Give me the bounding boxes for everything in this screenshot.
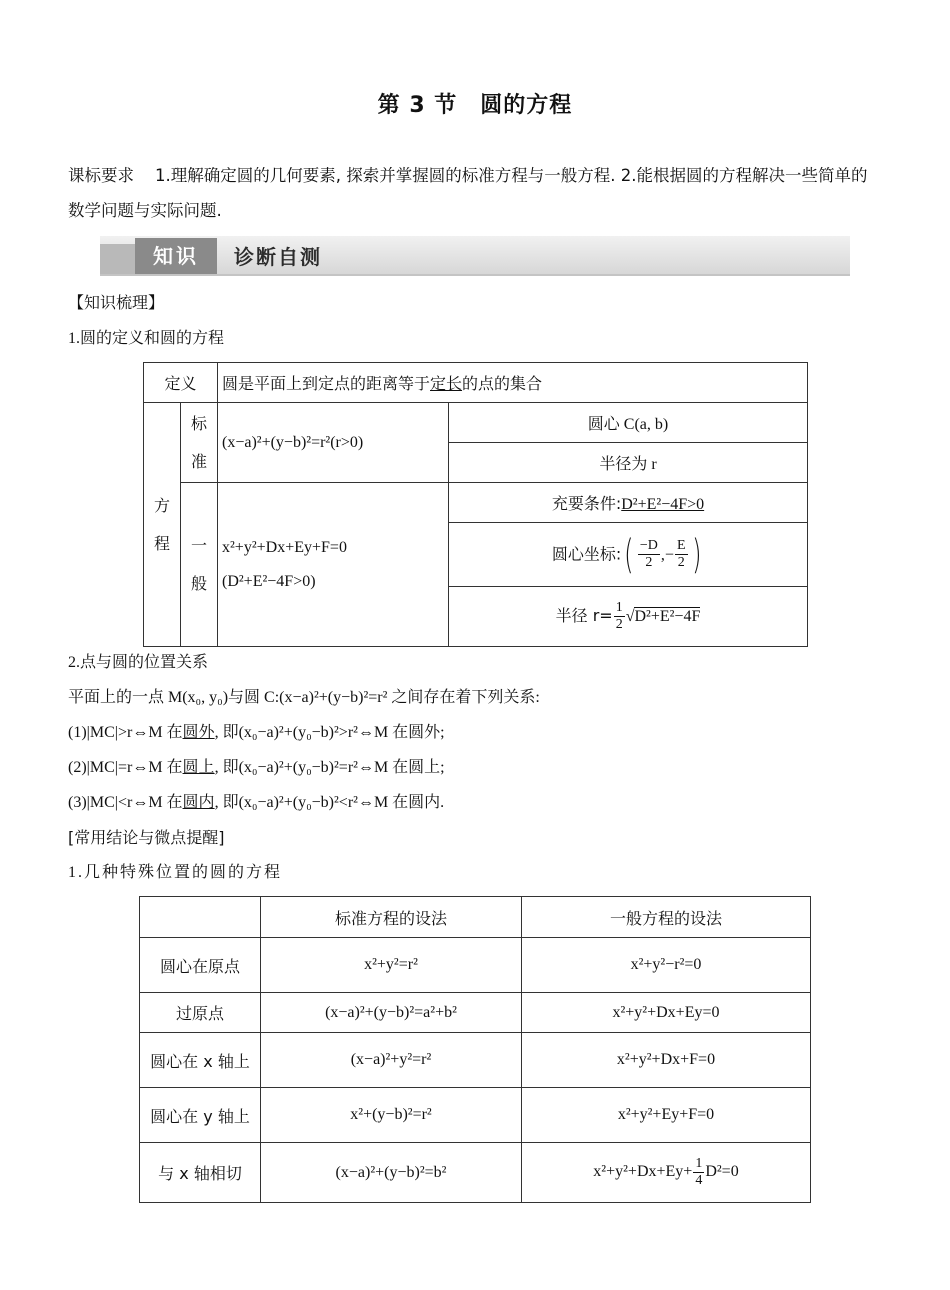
general-requirement: 充要条件:D²+E²−4F>0 <box>449 483 808 523</box>
section-banner <box>100 236 850 276</box>
general-center: 圆心坐标:( $\frac{-D}{2}$ ,− $\frac{E}{2}$ ) <box>449 523 808 587</box>
requirements-label: 课标要求 <box>68 166 134 185</box>
page-title: 第 3 节 圆的方程 <box>377 93 573 118</box>
quarter-fraction: $\frac{1}{4}$ <box>695 1156 703 1188</box>
row-standard: x²+(y−b)²=r² <box>261 1088 522 1143</box>
relation-inside: (3)|MC|<r⇔M 在圆内, 即(x₀−a)²+(y₀−b)²<r²⇔M 在圆内. <box>68 794 445 811</box>
relation-outside: (1)|MC|>r⇔M 在圆外, 即(x₀−a)²+(y₀−b)²>r²⇔M 在圆外; <box>68 724 445 741</box>
circle-equation-table <box>143 362 808 647</box>
tips-item-1: 1.几种特殊位置的圆的方程 <box>68 864 283 881</box>
radius-fraction: $\frac{1}{2}$ <box>615 600 623 632</box>
general-equation: x²+y²+Dx+Ey+F=0 (D²+E²−4F>0) <box>218 483 449 647</box>
knowledge-item-2: 2.点与圆的位置关系 <box>68 654 209 671</box>
tips-heading: [常用结论与微点提醒] <box>68 828 225 847</box>
row-general: x²+y²+Dx+F=0 <box>522 1033 811 1088</box>
course-requirements <box>68 158 883 228</box>
row-label: 圆心在原点 <box>140 938 261 993</box>
row-general: x²+y²+Ey+F=0 <box>522 1088 811 1143</box>
banner-tag: 知识 <box>135 238 217 274</box>
center-y-fraction: $\frac{E}{2}$ <box>676 538 686 570</box>
table-row <box>140 1088 811 1143</box>
row-label: 过原点 <box>140 993 261 1033</box>
general-radius: 半径 r= $\frac{1}{2}$ √D²+E²−4F <box>449 587 808 647</box>
table-row <box>140 1143 811 1203</box>
row-label: 与 x 轴相切 <box>140 1143 261 1203</box>
banner-shade <box>100 244 138 274</box>
row-label: 圆心在 y 轴上 <box>140 1088 261 1143</box>
row-standard: x²+y²=r² <box>261 938 522 993</box>
knowledge-item-1: 1.圆的定义和圆的方程 <box>68 330 225 347</box>
right-paren: ) <box>691 531 701 578</box>
table-row <box>140 993 811 1033</box>
table-row <box>140 938 811 993</box>
requirements-text: 1.理解确定圆的几何要素, 探索并掌握圆的标准方程与一般方程. 2.能根据圆的方程解决一些简单的数学问题与实际问题. <box>68 166 868 220</box>
banner-text: 诊断自测 <box>234 245 322 269</box>
definition-text: 圆是平面上到定点的距离等于定长的点的集合 <box>218 363 808 403</box>
knowledge-heading: 【知识梳理】 <box>68 293 165 312</box>
row-standard: (x−a)²+(y−b)²=b² <box>261 1143 522 1203</box>
general-label: 一 般 <box>181 483 218 647</box>
row-general: x²+y²+Dx+Ey=0 <box>522 993 811 1033</box>
standard-radius: 半径为 r <box>449 443 808 483</box>
row-standard: (x−a)²+(y−b)²=a²+b² <box>261 993 522 1033</box>
sqrt-icon: √ <box>625 608 635 625</box>
definition-label: 定义 <box>144 363 218 403</box>
row-label: 圆心在 x 轴上 <box>140 1033 261 1088</box>
equation-label: 方 程 <box>144 403 181 647</box>
header-empty <box>140 897 261 938</box>
special-circle-table <box>139 896 811 1203</box>
left-paren: ( <box>624 531 634 578</box>
standard-equation: (x−a)²+(y−b)²=r²(r>0) <box>218 403 449 483</box>
row-general: x²+y²−r²=0 <box>522 938 811 993</box>
header-general: 一般方程的设法 <box>522 897 811 938</box>
header-standard: 标准方程的设法 <box>261 897 522 938</box>
row-general: x²+y²+Dx+Ey+ $\frac{1}{4}$ D²=0 <box>522 1143 811 1203</box>
relation-intro: 平面上的一点 M(x₀, y₀)与圆 C:(x−a)²+(y−b)²=r² 之间存在着下列关系: <box>68 689 540 706</box>
radius-expression: D²+E²−4F <box>634 608 701 625</box>
table-row <box>140 1033 811 1088</box>
standard-center: 圆心 C(a, b) <box>449 403 808 443</box>
relation-on: (2)|MC|=r⇔M 在圆上, 即(x₀−a)²+(y₀−b)²=r²⇔M 在圆上; <box>68 759 445 776</box>
standard-label: 标 准 <box>181 403 218 483</box>
row-standard: (x−a)²+y²=r² <box>261 1033 522 1088</box>
center-x-fraction: $\frac{-D}{2}$ <box>639 538 658 570</box>
